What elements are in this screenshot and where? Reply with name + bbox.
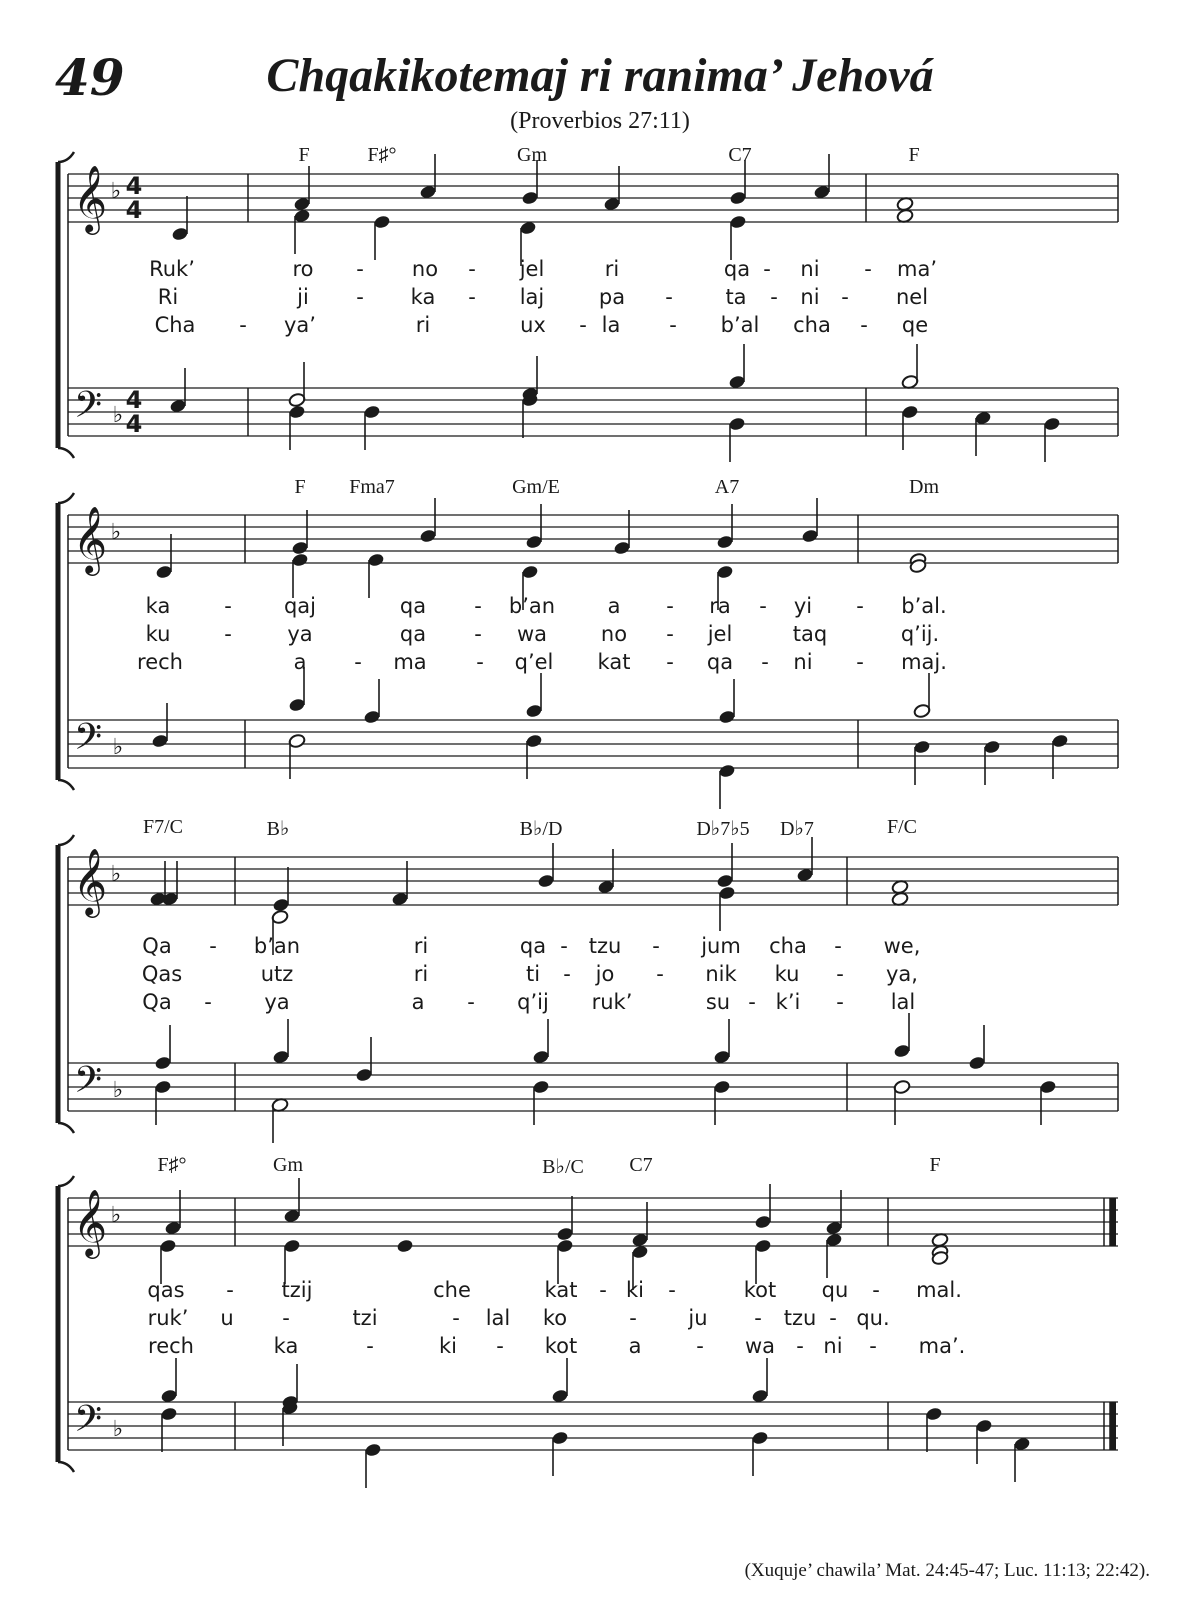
chord-symbol: Fma7 (349, 476, 395, 498)
key-signature-flat-icon: ♭ (110, 862, 122, 887)
lyric-syllable: ka (145, 594, 171, 618)
key-signature-flat-icon: ♭ (110, 520, 122, 545)
lyric-hyphen: - (468, 285, 476, 309)
lyric-syllable: kot (743, 1278, 777, 1302)
lyric-hyphen: - (452, 1306, 460, 1330)
chord-symbol: Dm (909, 476, 939, 498)
lyric-hyphen: - (226, 1278, 234, 1302)
bracket-bottom-curl (58, 1462, 74, 1472)
lyric-hyphen: - (856, 650, 864, 674)
lyric-hyphen: - (754, 1306, 762, 1330)
chord-symbol: F/C (886, 816, 918, 838)
lyric-hyphen: - (796, 1334, 804, 1358)
lyric-hyphen: - (356, 285, 364, 309)
lyric-syllable: wa (744, 1334, 776, 1358)
lyric-syllable: k’i (775, 990, 801, 1014)
bass-clef-icon: 𝄢 (73, 716, 103, 767)
lyric-hyphen: - (656, 962, 664, 986)
key-signature-flat-icon: ♭ (112, 735, 124, 760)
chord-symbol: B♭/C (542, 1156, 584, 1178)
lyric-hyphen: - (474, 622, 482, 646)
lyric-syllable: ni (800, 285, 820, 309)
lyric-syllable: ni (800, 257, 820, 281)
lyric-syllable: qa (723, 257, 751, 281)
lyric-syllable: lal (485, 1306, 511, 1330)
lyric-syllable: kat (544, 1278, 578, 1302)
lyric-syllable: pa (598, 285, 626, 309)
chord-symbol: D♭7♭5 (696, 818, 750, 840)
lyric-syllable: ko (542, 1306, 568, 1330)
lyric-syllable: ma’. (918, 1334, 966, 1358)
lyric-syllable: ux (520, 313, 546, 337)
bracket-top-curl (58, 152, 74, 162)
chord-symbol: Gm (273, 1154, 303, 1176)
lyric-syllable: ka (410, 285, 436, 309)
chord-symbol: B♭ (266, 818, 290, 840)
key-signature-flat-icon: ♭ (110, 179, 122, 204)
lyric-hyphen: - (829, 1306, 837, 1330)
lyric-syllable: qaj (283, 594, 317, 618)
lyric-syllable: ruk’ (147, 1306, 189, 1330)
lyric-syllable: yi (793, 594, 813, 618)
lyric-syllable: tzij (281, 1278, 313, 1302)
lyric-syllable: jo (595, 962, 615, 986)
lyric-hyphen: - (836, 990, 844, 1014)
lyric-syllable: tzu (588, 934, 622, 958)
lyric-syllable: Ruk’ (149, 257, 195, 281)
lyric-syllable: ni (793, 650, 813, 674)
time-signature-denominator: 4 (125, 410, 143, 438)
lyric-syllable: ya, (886, 962, 918, 986)
bracket-top-curl (58, 1176, 74, 1186)
time-signature-numerator: 4 (125, 172, 143, 200)
lyric-syllable: jel (707, 622, 733, 646)
lyric-syllable: qa (706, 650, 734, 674)
lyric-hyphen: - (770, 285, 778, 309)
lyric-hyphen: - (841, 285, 849, 309)
lyric-hyphen: - (224, 622, 232, 646)
lyric-syllable: qas (147, 1278, 185, 1302)
lyric-hyphen: - (239, 313, 247, 337)
lyric-syllable: laj (519, 285, 545, 309)
chord-symbol: F (908, 144, 920, 166)
lyric-syllable: ki (626, 1278, 644, 1302)
key-signature-flat-icon: ♭ (112, 1078, 124, 1103)
lyric-syllable: la (601, 313, 621, 337)
lyric-syllable: qe (901, 313, 929, 337)
lyric-hyphen: - (354, 650, 362, 674)
lyric-hyphen: - (856, 594, 864, 618)
chord-symbol: F (929, 1154, 941, 1176)
lyric-hyphen: - (366, 1334, 374, 1358)
lyric-syllable: q’el (514, 650, 554, 674)
lyric-syllable: jel (519, 257, 545, 281)
lyric-hyphen: - (356, 257, 364, 281)
chord-symbol: F♯° (157, 1154, 187, 1176)
lyric-hyphen: - (209, 934, 217, 958)
lyric-syllable: qu. (856, 1306, 890, 1330)
lyric-hyphen: - (599, 1278, 607, 1302)
footnote: (Xuquje’ chawila’ Mat. 24:45-47; Luc. 11:13; 22:42). (744, 1560, 1150, 1581)
lyric-hyphen: - (579, 313, 587, 337)
lyric-syllable: ruk’ (591, 990, 633, 1014)
lyric-syllable: che (433, 1278, 471, 1302)
chord-symbol: F (294, 476, 306, 498)
lyric-hyphen: - (748, 990, 756, 1014)
lyric-syllable: cha (793, 313, 831, 337)
treble-clef-icon: 𝄞 (72, 164, 108, 232)
chord-symbol: F♯° (367, 144, 397, 166)
lyric-syllable: ya (287, 622, 313, 646)
lyric-syllable: no (600, 622, 628, 646)
lyric-syllable: wa (516, 622, 548, 646)
lyric-syllable: nel (895, 285, 929, 309)
lyric-syllable: qa (399, 594, 427, 618)
lyric-syllable: qa (399, 622, 427, 646)
chord-symbol: Gm (517, 144, 547, 166)
lyric-syllable: ri (413, 962, 429, 986)
treble-note (396, 1238, 414, 1253)
lyric-syllable: taq (792, 622, 828, 646)
lyric-hyphen: - (665, 285, 673, 309)
lyric-hyphen: - (629, 1306, 637, 1330)
lyric-syllable: ra (709, 594, 731, 618)
lyric-syllable: ti (525, 962, 541, 986)
bass-clef-icon: 𝄢 (73, 1059, 103, 1110)
song-number: 49 (55, 48, 125, 107)
lyric-syllable: ku (774, 962, 800, 986)
lyric-syllable: ya’ (284, 313, 316, 337)
lyric-hyphen: - (476, 650, 484, 674)
bracket-bottom-curl (58, 448, 74, 458)
lyric-syllable: no (411, 257, 439, 281)
treble-clef-icon: 𝄞 (72, 847, 108, 915)
lyric-syllable: lal (890, 990, 916, 1014)
lyric-syllable: ro (292, 257, 314, 281)
chord-symbol: F7/C (142, 816, 184, 838)
lyric-syllable: ri (415, 313, 431, 337)
chord-symbol: C7 (728, 144, 752, 166)
lyric-syllable: qu (821, 1278, 849, 1302)
lyric-syllable: tzu (783, 1306, 817, 1330)
lyric-hyphen: - (474, 594, 482, 618)
lyric-syllable: nik (705, 962, 737, 986)
lyric-syllable: ka (273, 1334, 299, 1358)
bracket-top-curl (58, 493, 74, 503)
lyric-syllable: kot (544, 1334, 578, 1358)
lyric-hyphen: - (836, 962, 844, 986)
lyric-syllable: ju (688, 1306, 708, 1330)
treble-clef-icon: 𝄞 (72, 1188, 108, 1256)
lyric-syllable: ji (297, 285, 309, 309)
lyric-hyphen: - (467, 990, 475, 1014)
key-signature-flat-icon: ♭ (112, 403, 124, 428)
key-signature-flat-icon: ♭ (110, 1203, 122, 1228)
key-signature-flat-icon: ♭ (112, 1417, 124, 1442)
lyric-syllable: Cha (154, 313, 196, 337)
lyric-hyphen: - (282, 1306, 290, 1330)
lyric-syllable: q’ij (517, 990, 549, 1014)
bass-clef-icon: 𝄢 (73, 384, 103, 435)
lyric-hyphen: - (872, 1278, 880, 1302)
lyric-hyphen: - (834, 934, 842, 958)
lyric-syllable: ri (604, 257, 620, 281)
lyric-hyphen: - (864, 257, 872, 281)
lyric-syllable: utz (260, 962, 294, 986)
lyric-syllable: mal. (916, 1278, 962, 1302)
lyric-hyphen: - (666, 622, 674, 646)
lyric-hyphen: - (860, 313, 868, 337)
lyric-hyphen: - (759, 594, 767, 618)
chord-symbol: Gm/E (512, 476, 560, 498)
bracket-bottom-curl (58, 1123, 74, 1133)
lyric-syllable: b’an (508, 594, 556, 618)
lyric-syllable: Qas (141, 962, 183, 986)
lyric-syllable: b’al. (901, 594, 947, 618)
lyric-hyphen: - (763, 257, 771, 281)
lyric-syllable: b’an (253, 934, 301, 958)
lyric-hyphen: - (696, 1334, 704, 1358)
bracket-top-curl (58, 835, 74, 845)
lyric-syllable: ki (439, 1334, 457, 1358)
lyric-syllable: u (220, 1306, 234, 1330)
lyric-syllable: jum (701, 934, 741, 958)
lyric-hyphen: - (468, 257, 476, 281)
lyric-syllable: cha (769, 934, 807, 958)
lyric-syllable: kat (597, 650, 631, 674)
lyric-syllable: maj. (901, 650, 947, 674)
lyric-syllable: q’ij. (900, 622, 940, 646)
lyric-syllable: rech (137, 650, 183, 674)
lyric-syllable: ku (145, 622, 171, 646)
lyric-syllable: we, (883, 934, 921, 958)
lyric-syllable: Ri (157, 285, 179, 309)
lyric-syllable: ma’ (896, 257, 938, 281)
final-barline-thick (1110, 1402, 1116, 1450)
lyric-syllable: ma (393, 650, 427, 674)
bracket-bottom-curl (58, 780, 74, 790)
lyric-syllable: Qa (142, 990, 172, 1014)
lyric-syllable: qa (519, 934, 547, 958)
lyric-syllable: Qa (142, 934, 172, 958)
treble-clef-icon: 𝄞 (72, 505, 108, 573)
lyric-hyphen: - (669, 313, 677, 337)
chord-symbol: A7 (714, 476, 740, 498)
lyric-hyphen: - (666, 594, 674, 618)
lyric-syllable: ta (725, 285, 747, 309)
chord-symbol: F (298, 144, 310, 166)
lyric-syllable: su (705, 990, 731, 1014)
lyric-syllable: a (411, 990, 425, 1014)
bass-clef-icon: 𝄢 (73, 1398, 103, 1449)
lyric-hyphen: - (869, 1334, 877, 1358)
lyric-hyphen: - (560, 934, 568, 958)
lyric-syllable: tzi (352, 1306, 378, 1330)
lyric-hyphen: - (666, 650, 674, 674)
lyric-hyphen: - (563, 962, 571, 986)
lyric-syllable: ya (264, 990, 290, 1014)
chord-symbol: B♭/D (519, 818, 563, 840)
song-title: Chqakikotemaj ri ranima’ Jehová (266, 49, 934, 102)
time-signature-numerator: 4 (125, 386, 143, 414)
lyric-hyphen: - (761, 650, 769, 674)
lyric-hyphen: - (224, 594, 232, 618)
lyric-syllable: a (607, 594, 621, 618)
lyric-hyphen: - (652, 934, 660, 958)
lyric-hyphen: - (668, 1278, 676, 1302)
final-barline-thick (1110, 1198, 1116, 1246)
lyric-syllable: rech (148, 1334, 194, 1358)
lyric-syllable: a (628, 1334, 642, 1358)
lyric-syllable: b’al (720, 313, 760, 337)
chord-symbol: C7 (629, 1154, 653, 1176)
lyric-syllable: ri (413, 934, 429, 958)
lyric-syllable: a (293, 650, 307, 674)
lyric-syllable: ni (823, 1334, 843, 1358)
lyric-hyphen: - (204, 990, 212, 1014)
chord-symbol: D♭7 (780, 818, 814, 840)
time-signature-denominator: 4 (125, 196, 143, 224)
lyric-hyphen: - (496, 1334, 504, 1358)
song-subtitle: (Proverbios 27:11) (510, 108, 690, 134)
